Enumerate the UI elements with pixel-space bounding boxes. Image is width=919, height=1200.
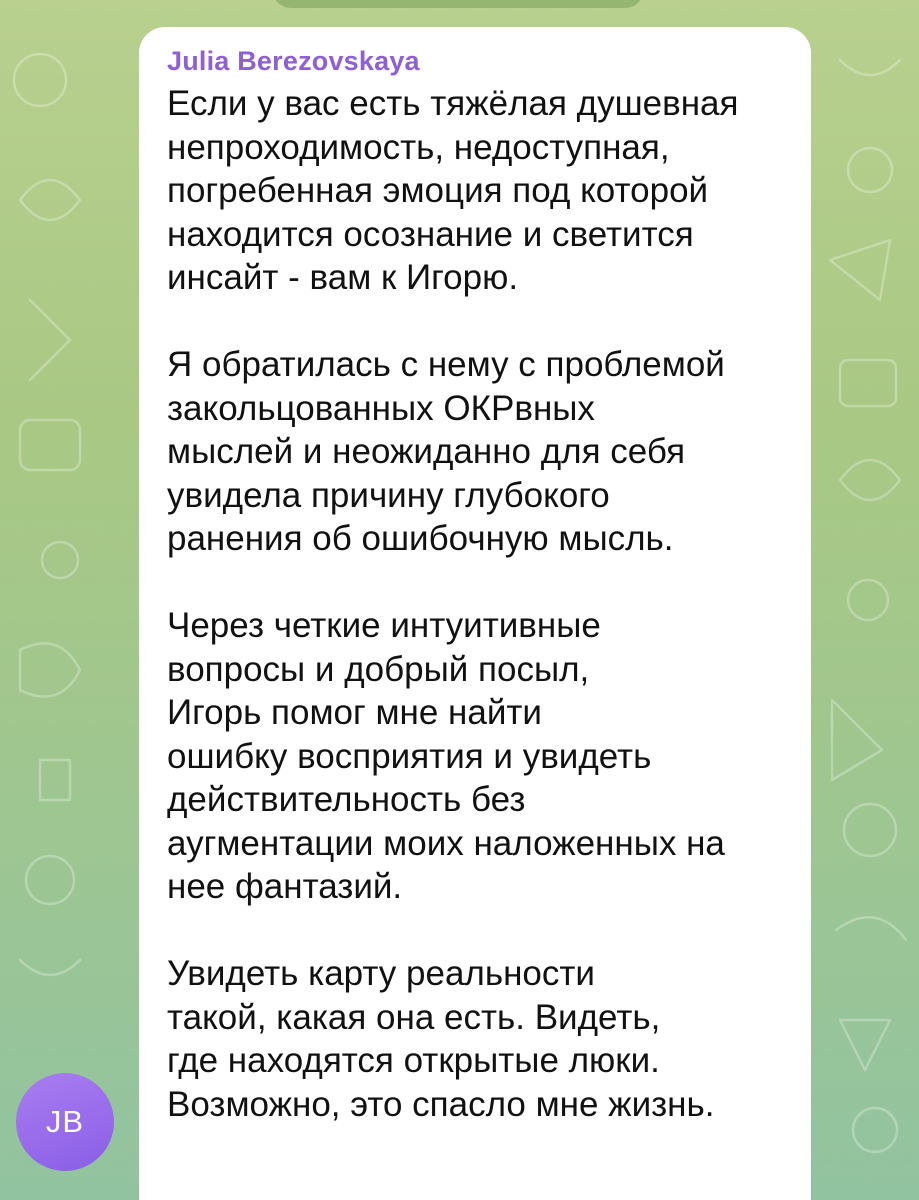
message-line: нее фантазий. (167, 867, 403, 906)
message-line: ошибку восприятия и увидеть (167, 736, 652, 776)
message-line: находится осознание и светится (167, 214, 694, 254)
avatar-initials: JB (45, 1104, 85, 1139)
message-line: непроходимость, недоступная, (167, 127, 670, 167)
message-line: инсайт - вам к Игорю. (167, 258, 519, 297)
message-line: закольцованных ОКРвных (167, 388, 595, 428)
message-line: мыслей и неожиданно для себя (167, 432, 686, 471)
sender-name[interactable]: Julia Berezovskaya (167, 46, 420, 76)
message-line: действительность без (167, 780, 526, 819)
message-paragraph (167, 343, 781, 561)
message-line: увидела причину глубокого (167, 475, 610, 515)
avatar[interactable] (16, 1073, 114, 1171)
message-line: Если у вас есть тяжёлая душевная (167, 84, 739, 123)
message-bubble[interactable] (139, 27, 811, 1200)
message-line: погребенная эмоция под которой (167, 171, 709, 210)
message-line: Игорь помог мне найти (167, 693, 542, 732)
message-paragraph (167, 604, 781, 909)
message-text (167, 82, 781, 1126)
message-line: вопросы и добрый посыл, (167, 649, 590, 689)
message-line: аугментации моих наложенных на (167, 823, 725, 863)
message-paragraph (167, 952, 781, 1126)
message-line: где находятся открытые люки. (167, 1041, 660, 1080)
message-line: Через четкие интуитивные (167, 606, 601, 645)
message-line: Я обратилась с нему с проблемой (167, 345, 725, 384)
message-line: такой, какая она есть. Видеть, (167, 997, 661, 1037)
message-line: Возможно, это спасло мне жизнь. (167, 1084, 715, 1124)
message-paragraph (167, 82, 781, 300)
message-line: ранения об ошибочную мысль. (167, 519, 674, 558)
date-pill (272, 0, 644, 8)
message-line: Увидеть карту реальности (167, 954, 595, 993)
